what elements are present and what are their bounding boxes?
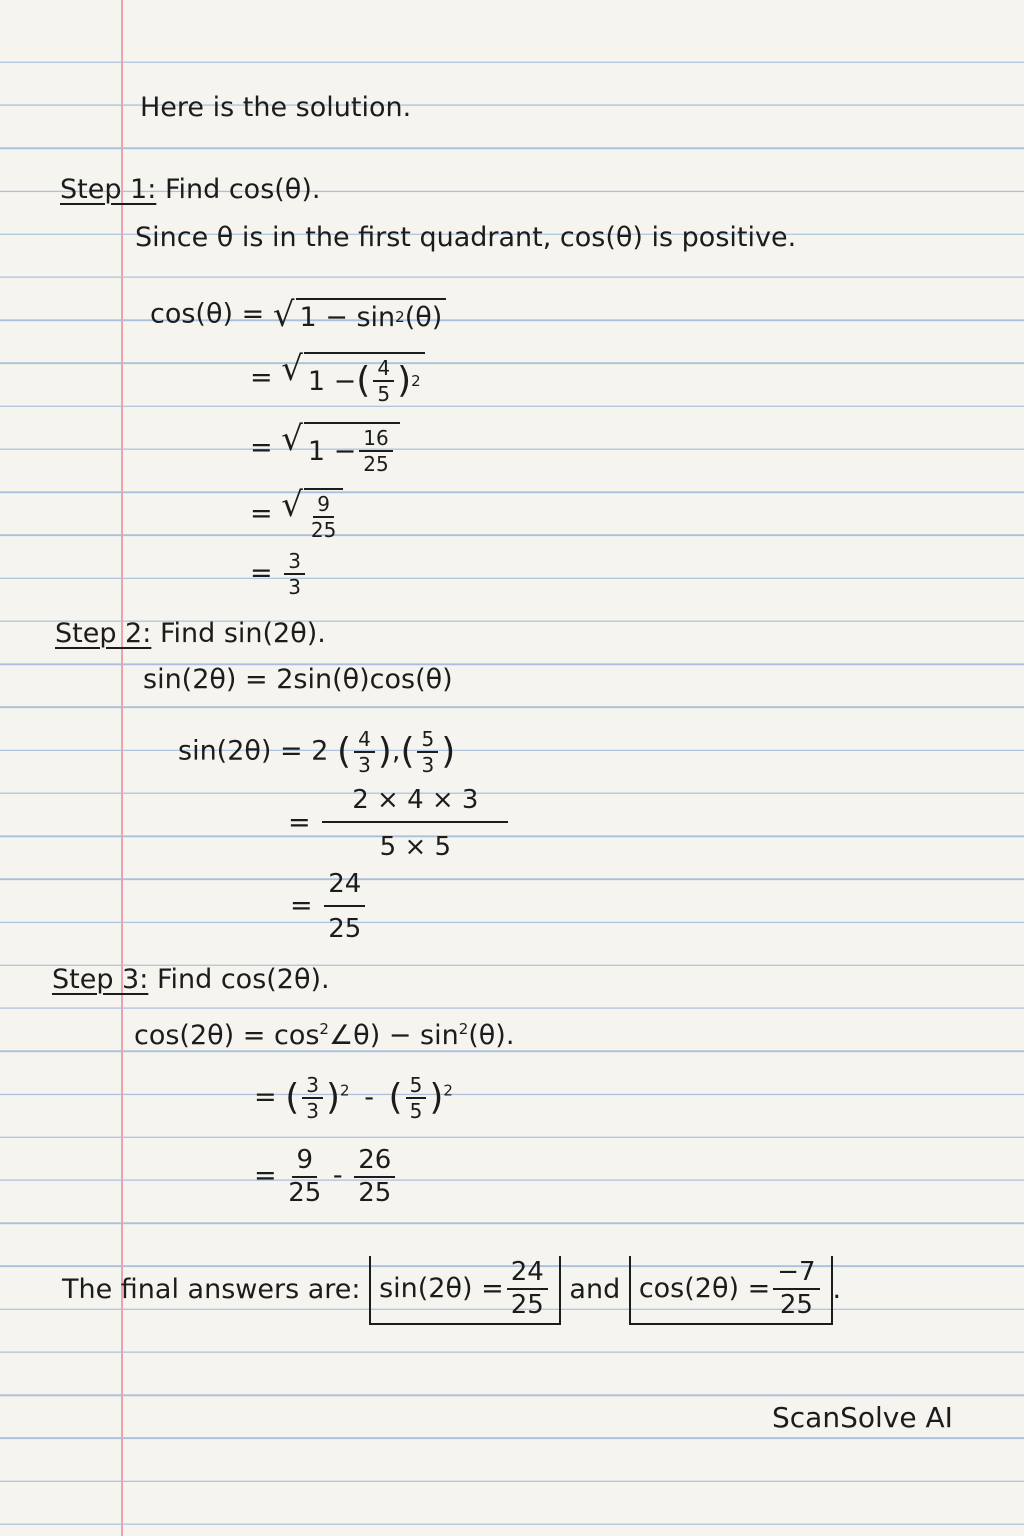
final-lead: The final answers are: [62, 1274, 361, 1306]
final-answers: The final answers are: sin(2θ) = $\frac{24}{25}$ and cos(2θ) = $\frac{-7}{25}$ . [62, 1256, 841, 1325]
sin-answer-box: sin(2θ) = $\frac{24}{25}$ [369, 1256, 561, 1325]
fraction: $\frac{5}{5}$ [406, 1074, 427, 1122]
step2-title: Find sin(2θ). [159, 618, 326, 649]
step3-title: Find cos(2θ). [156, 964, 330, 995]
step3-heading [52, 966, 330, 993]
fraction: $\frac{-7}{25}$ [773, 1258, 819, 1319]
fraction: $\frac{2 \times 4 \times 3}{5 \times 5}$ [322, 786, 508, 861]
sqrt-expression: √ 1 − sin 2 (θ) [273, 298, 446, 332]
fraction: $\frac{24}{25}$ [324, 870, 365, 943]
radical-sign: √ [272, 295, 295, 335]
fraction: $\frac{9}{25}$ [288, 1145, 322, 1208]
step3-line2: = ( $\frac{3}{3}$ )$^2$ - ( $\frac{5}{5}$ )$^2$ [254, 1073, 453, 1123]
fraction: $\frac{5}{3}$ [417, 728, 438, 776]
step1-line5: = $\frac{3}{3}$ [250, 550, 308, 598]
fraction: $\frac{4}{3}$ [354, 728, 375, 776]
step1-note: Since θ is in the first quadrant, cos(θ) is positive. [135, 222, 797, 253]
step2-line2: = $\frac{2 \times 4 \times 3}{5 \times 5}$ [288, 786, 511, 861]
fraction: $\frac{9}{25}$ [310, 492, 337, 542]
fraction: $\frac{16}{25}$ [359, 427, 392, 475]
step2-line1: sin(2θ) = 2 ( $\frac{4}{3}$ ),( $\frac{5}{3}$ ) [178, 727, 456, 777]
step2-line3: = $\frac{24}{25}$ [290, 870, 368, 943]
step1-lhs: cos(θ) = [150, 298, 265, 330]
sqrt-expression: √ $\frac{9}{25}$ [281, 488, 343, 541]
step1-line4: = √ $\frac{9}{25}$ [250, 488, 343, 541]
fraction: $\frac{3}{3}$ [284, 550, 305, 598]
sqrt-expression: √ 1 − $\frac{16}{25}$ [281, 422, 400, 475]
step1-line3: = √ 1 − $\frac{16}{25}$ [250, 422, 400, 475]
fraction: $\frac{24}{25}$ [507, 1258, 548, 1319]
intro-text: Here is the solution. [140, 92, 412, 123]
step1-title: Find cos(θ). [164, 174, 321, 205]
sqrt-expression: √ 1 − ( $\frac{4}{5}$ ) 2 [281, 352, 424, 405]
step1-label: Step 1: [60, 174, 157, 205]
final-and: and [569, 1274, 621, 1306]
signature: ScanSolve AI [772, 1401, 953, 1434]
fraction: $\frac{3}{3}$ [302, 1074, 323, 1122]
fraction: $\frac{4}{5}$ [373, 357, 394, 405]
cos-answer-box: cos(2θ) = $\frac{-7}{25}$ [629, 1256, 833, 1325]
step1-line2: = √ 1 − ( $\frac{4}{5}$ ) 2 [250, 352, 425, 405]
step2-heading [55, 620, 326, 647]
step1-line1 [150, 295, 446, 335]
step1-heading [60, 176, 320, 203]
step2-formula: sin(2θ) = 2sin(θ)cos(θ) [143, 664, 453, 695]
step3-line3: = $\frac{9}{25}$ - $\frac{26}{25}$ [254, 1146, 398, 1207]
fraction: $\frac{26}{25}$ [354, 1146, 395, 1207]
step3-label: Step 3: [52, 964, 149, 995]
step2-label: Step 2: [55, 618, 152, 649]
step3-line1: $\cos(2\theta) = \cos^2\angle\theta) - \sin^2(\theta)$. [134, 1020, 515, 1051]
